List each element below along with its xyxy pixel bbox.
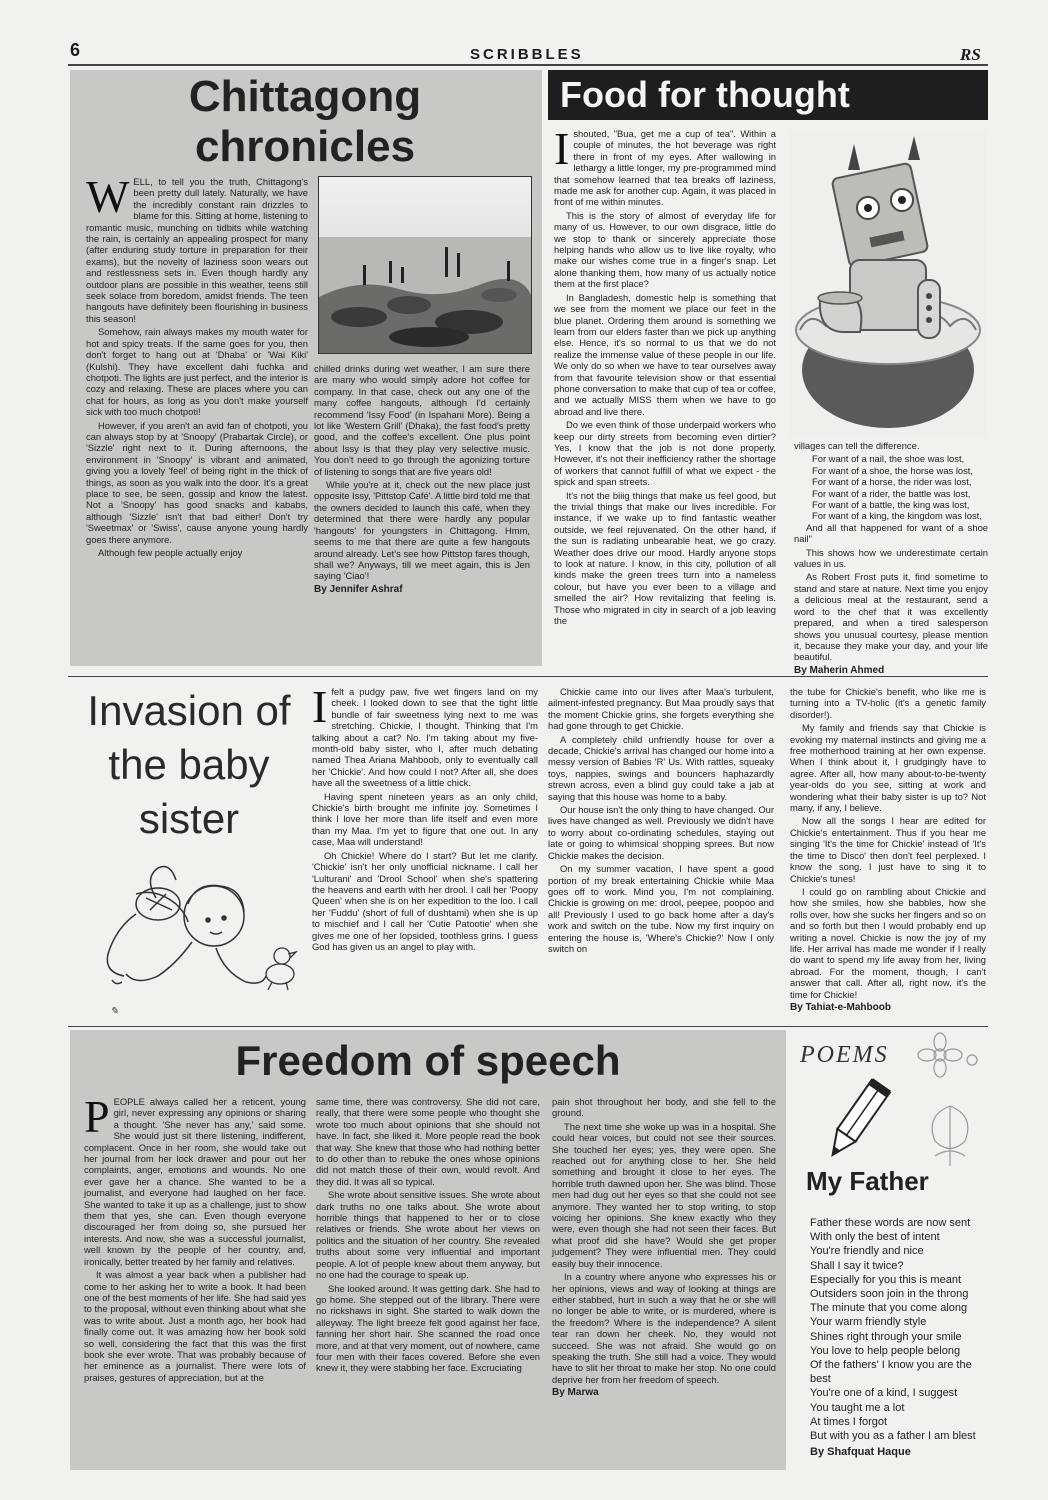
flower-doodle-graphic xyxy=(900,1030,986,1080)
chittagong-col2-p1: chilled drinks during wet weather, I am sure there are many who would simply adore hot coffee for company. In that case, check out any one of the many coffee hangouts, although I'd certainly recommend 'Issy Food' (in Ispahani More). Being a lot like 'Western Grill' (Dhaka), the fast food's pretty good, and the coffee's excellent. One plus point about Issy is that they play very selective music. You don't need to go through the agonizing torture of listening to songs that are five years old! xyxy=(314,363,530,477)
poem-line: The minute that you come along xyxy=(810,1302,968,1315)
seashore-photo xyxy=(318,176,532,354)
invasion-col1-p3: Oh Chickie! Where do I start? But let me clarify. 'Chickie' isn't her only unofficial nickname. I call her 'Lulturani' and 'Drool School' when she's spattering the heavens and earth with her drool. I call her 'Poopy Queen' when she is on her expedition to the loo. I call her 'Fuddu' (short of full of dushtami) when she is up to mischief and I call her 'Cutie Patootie' when she gives me one of her lopsided, toothless grins. I guess God has given us an angel to play with. xyxy=(312,849,538,952)
pencil-icon-graphic xyxy=(810,1078,900,1168)
poem-line: You're one of a kind, I suggest xyxy=(810,1387,958,1400)
robot-teapot-graphic xyxy=(790,130,986,438)
food-verse-line: For want of a rider, the battle was lost, xyxy=(812,487,971,499)
invasion-title-line1: Invasion of xyxy=(87,687,291,734)
invasion-col3-p1: the tube for Chickie's benefit, who like me is turning into a TV-holic (it's a genetic family disorder!). xyxy=(790,686,986,720)
poem-line: Of the fathers' I know you are the xyxy=(810,1359,972,1372)
invasion-col1-p1: felt a pudgy paw, five wet fingers land on my cheek. I looked down to see that the tight little bundle of fair sweetness lying next to me was stretching. Chickie, I thought. Thinking that I'm talking about a cat? No. I'm taking about my five-month-old baby sister, who I, after much debating named Thea Ariana Mahboob, only to eventually call her 'Chickie'. And how could I not? After all, she does have all the sweetness of a little chick. xyxy=(312,686,538,789)
freedom-col1 xyxy=(84,1091,306,1466)
poem-line: You love to help people belong xyxy=(810,1344,961,1357)
chittagong-dropcap: W xyxy=(86,171,130,222)
invasion-col2-p3: Our house isn't the only thing to have changed. Our lives have changed as well. Previously we didn't have to worry about co-ordinating schedules, staying out late or going to whimsical shopping sprees. But now Chickie makes the decision. xyxy=(548,804,774,861)
chittagong-col1-p3: However, if you aren't an avid fan of chotpoti, you can always stop by at 'Snoopy' (Prabartak Circle), or 'Sizzle' right next to it. During afternoons, the environment in 'Snoopy' is vibrant and animated, giving you a lovely 'feel' of being right in the thick of things, as soon as you walk into the door. It's a great place to see, be seen, gossip and know the latest. Not a 'Snoopy' has good snacks and kababs, although 'Sizzle' isn't that bad either! Don't try 'Sweetmax' or 'Swiss', cause anyone young hardly goes there anymore. xyxy=(86,419,308,545)
chittagong-col2-p2: While you're at it, check out the new place just opposite Issy, 'Pittstop Café'. A little bird told me that the owners decided to launch this café, when they determined that there were hardly any popular 'hangouts' for youngsters in Chittagong. Hmm, seems to me that there are quite a few hangouts around already. Let's see how Pittstop fares though, shall we? Anyways, till we meet again, this is Jen saying 'Ciao'! xyxy=(314,479,531,582)
poem-line: Especially for you this is meant xyxy=(810,1273,962,1286)
food-col2-p3: As Robert Frost puts it, find sometime to stand and stare at nature. Next time you enjoy a delicious meal at the restaurant, send a word to the chef that it was excellently prepared, and when a tired salesperson shows you unusual courtesy, please mention it, because they make your day, and your life beautiful. xyxy=(794,571,988,663)
freedom-col2-p1: same time, there was controversy. She did not care, really, that there were some people who thought she wrote too much about opinions that she should not have. In fact, she liked it. More people read the book that way. She knew that those who had nothing better to do other than to rebuke the ones whose opinions did not match those of their own, would revolt. And they did. It was all so typical. xyxy=(316,1096,540,1187)
invasion-col2 xyxy=(548,686,774,1018)
chittagong-col2 xyxy=(314,363,530,663)
poem-line: But with you as a father I am blest xyxy=(810,1430,976,1443)
poem-byline: By Shafquat Haque xyxy=(810,1446,911,1459)
invasion-col1-p2: Having spent nineteen years as an only child, Chickie's birth brought me infinite joy. Sometimes I think I love her more than life itself and even more than my Maa. I'm yet to figure that one out. In any case, Maa will understand! xyxy=(312,790,538,848)
food-verse-line: For want of a horse, the rider was lost, xyxy=(812,476,972,488)
baby-sketch xyxy=(96,864,306,1024)
food-title: Food for thought xyxy=(560,74,850,115)
food-verse-line: For want of a shoe, the horse was lost, xyxy=(812,464,974,476)
invasion-col1 xyxy=(312,681,538,1018)
food-col1-p4: Do we even think of those underpaid workers who keep our dirty streets from becoming even dirtier? Yes, I know that the job is not done properly. However, it's not their inefficiency rather the shortage of workers that cannot fulfill of what we expect - the spick and span streets. xyxy=(554,419,776,488)
food-col1-p5: It's not the biiig things that make us feel good, but the trivial things that make our lives incredible. For instance, if we wake up to find fantastic weather outside, we feel rejuvenated. On the other hand, if the sun is radiating unbearable heat, we go crazy. Weather does drive our mood. Hardly anyone stops to look at nature. I know, in this city, pollution of all kinds make the green trees turn into a nameless colour, but have you ever been to a village and smelled the air? How revitalizing that feeling is. Those who migrated in city in search of a job leaving the xyxy=(554,489,776,627)
poem-title: My Father xyxy=(806,1166,929,1196)
poem-line: You're friendly and nice xyxy=(810,1245,924,1258)
food-verse-line: For want of a battle, the king was lost, xyxy=(812,499,970,511)
food-col2-p2: This shows how we underestimate certain values in us. xyxy=(794,546,988,570)
poem-line: Outsiders soon join in the throng xyxy=(810,1288,969,1301)
freedom-col2 xyxy=(316,1096,540,1466)
food-verse-line: For want of a king, the kingdom was lost, xyxy=(812,510,982,522)
invasion-col3 xyxy=(790,686,986,1022)
food-col1-p3: In Bangladesh, domestic help is something that we see from the moment we place our feet in the blue planet. Ordering them around is something we learn from our elders faster than we pick up anything else. Hence, it's so normal to us that we do not realize the immense value of these people in our life. We only do so when we have to tear ourselves away from that favourite television show or that essential phone conversation to make that cup of tea or coffee, and we actually MISS them when we have to go abroad and live there. xyxy=(554,291,776,417)
poem-line: Your warm friendly style xyxy=(810,1316,927,1329)
robot-teapot-illustration xyxy=(790,130,986,438)
poem-line: Shines right through your smile xyxy=(810,1330,962,1343)
leaf-doodle-graphic xyxy=(915,1096,985,1176)
invasion-col2-p4: On my summer vacation, I have spent a good portion of my break entertaining Chickie while Maa goes off to work. Mind you, I'm not complaining. Chickie is growing on me: drool, peepee, poopoo and all! Previously I used to go back home after a day's work and switch on the tube. Now my first inquiry on entering the house is, 'Where's Chickie?' Now I only switch on xyxy=(548,863,774,954)
chittagong-col1-p1: ELL, to tell you the truth, Chittagong's been pretty dull lately. Naturally, we have the incredibly constant rain drizzles to blame for this. Sitting at home, listening to romantic music, munching on tidbits while watching the rain, is certainly an appealing prospect for many (after enduring study torture in preparation for their exams), but the novelty of laziness soon wears out and restlessness sets in. Even though hardly any outdoor plans are possible in this weather, teens still seek solace from boredom, amidst friends. The teen hangouts have definitely been flourishing in business this season! xyxy=(86,176,308,324)
poems-label: POEMS xyxy=(800,1042,889,1068)
food-byline: By Maherin Ahmed xyxy=(794,664,885,676)
food-col1-p2: This is the story of almost of everyday life for many of us. However, to our own disgrace, little do we stop to thank or sincerely appreciate those helping hands who allow us to live like royalty, who make our wishes come true in a finger's snap. Let alone thanking them, how many of us actually notice them at the first place? xyxy=(554,209,776,290)
section-divider-1 xyxy=(68,676,988,677)
poem-line: Shall I say it twice? xyxy=(810,1259,904,1272)
poem-line: You taught me a lot xyxy=(810,1401,905,1414)
section-divider-2 xyxy=(68,1026,988,1027)
invasion-title-line2: the baby xyxy=(108,741,270,788)
freedom-col3-p1: pain shot throughout her body, and she fell to the ground. xyxy=(552,1096,776,1119)
freedom-col1-p1: EOPLE always called her a reticent, young girl, never expressing any opinions or sharing a thought. 'She never has any,' said some. She would just sit there listening, indifferent, complacent. Once in her room, she would take out her journal from her lock drawer and pour out her complaints, anger, emotions and wounds. No one ever gave her a chance. She wanted to be a journalist, and everyone had laughed on her face. She wanted to take it up as a challenge, just to show them that yes, she can. Even though everyone discouraged her from doing so, she pursued her interests. And now, she was a successful journalist, well known by the people of her country, and, ironically, better treated by her family and relatives. xyxy=(84,1096,306,1267)
food-verse-line: For want of a nail, the shoe was lost, xyxy=(812,453,965,465)
invasion-col3-p2: My family and friends say that Chickie is evoking my maternal instincts and giving me a free motherhood training at her own expense. When I think about it, I grudgingly have to agree. After all, how many about-to-be-twenty year-olds do you see, sitting at work and wondering what their baby sister is up to? Not many, if any, I believe. xyxy=(790,722,986,814)
chittagong-col1-p2: Somehow, rain always makes my mouth water for hot and spicy treats. If the same goes for you, then don't forget to hang out at 'Dhaba' or 'Wai Kiki' (Kulshi). They have excellent dahi fuchka and chotpoti. The lights are just perfect, and the interior is cozy and relaxing. These are places where you can chat for hours, as long as you don't make yourself sick with too much chotpoti! xyxy=(86,326,308,418)
header-rule xyxy=(68,64,988,66)
freedom-col3 xyxy=(552,1096,776,1466)
poem-line: With only the best of intent xyxy=(810,1231,940,1244)
invasion-col3-p3: Now all the songs I hear are edited for Chickie's entertainment. Thus if you hear me singing 'It's the time for Chickie' instead of 'It's the time to Disco' then don't feel perplexed. I know the song. I just have to sing it to Chickie's tunes! xyxy=(790,815,986,884)
freedom-col3-p3: In a country where anyone who expresses his or her opinions, views and way of looking at things are either stabbed, hurt in such a way that he or she will no longer be able to write, or is murdered, where is the freedom? Where is the independence? A silent tear ran down her cheek. No, they would not succeed. She was not afraid. She would go on speaking the truth. She still had a voice. They would have to slit her throat to make her stop. No one could deprive her from her freedom of speech. xyxy=(552,1271,776,1385)
pencil-icon xyxy=(810,1078,900,1168)
invasion-title-line3: sister xyxy=(138,795,240,842)
chittagong-title xyxy=(90,72,520,172)
freedom-col2-p3: She looked around. It was getting dark. She had to go home. She stepped out of the library. There were no rickshaws in sight. She started to walk down the alleyway. The light breeze felt good against her face, fanning her short hair. She scanned the road once more, and at that very moment, out of nowhere, came four men with their faces covered. Before she even knew it, they were stabbing her face. Excruciating xyxy=(316,1282,540,1374)
invasion-col2-p2: A completely child unfriendly house for over a decade, Chickie's arrival has changed our home into a messy version of Babies 'R' Us. With rattles, squeaky toys, nappies, swings and bouncers haphazardly strewn across, even a blind guy could take a jab at saying that this house was home to a baby. xyxy=(548,733,774,802)
freedom-col1-p2: It was almost a year back when a publisher had come to her asking her to write a book. It had been one of the best moments of her life. She had said yes to the proposal, without even thinking about what she was to write about. Just a month ago, her book had finally come out. It was amazing how her book sold so well, considering the fact that this was the first book she ever wrote. That was probably because of her eminence as a journalist. There were lots of praises, gestures of appreciation, but at the xyxy=(84,1269,306,1383)
page-number: 6 xyxy=(70,40,81,60)
poem-line: best xyxy=(810,1373,831,1386)
invasion-dropcap: I xyxy=(312,681,328,732)
chittagong-col1 xyxy=(86,171,308,662)
chittagong-title-line1: Chittagong xyxy=(188,72,422,121)
flower-doodle xyxy=(900,1030,986,1080)
food-col2-p1: And all that happened for want of a shoe nail" xyxy=(794,521,988,545)
food-col2-intro: villages can tell the difference. xyxy=(794,440,920,451)
section-name: SCRIBBLES xyxy=(470,46,584,63)
seashore-photo-graphic xyxy=(319,177,531,353)
food-col1 xyxy=(554,123,776,668)
rs-logo: RS xyxy=(960,45,981,64)
poem-line: Father these words are now sent xyxy=(810,1217,971,1229)
artist-signature: ✎ xyxy=(110,1006,119,1017)
freedom-title: Freedom of speech xyxy=(235,1037,621,1084)
food-col1-p1: shouted, "Bua, get me a cup of tea". Within a couple of minutes, the hot beverage was right there in front of my eyes. After wallowing in lethargy a little longer, my pre-programmed mind that somehow learned that tea breaks off laziness, made me ask for another cup. Again, it was placed in front of me within minutes. xyxy=(554,128,776,208)
freedom-col3-p2: The next time she woke up was in a hospital. She could hear voices, but could not see their sources. She touched her eyes; yes, they were open. She reached out for anything close to her. She held something and brought it close to her eyes. The horrible truth dawned upon her. She was blind. Those men had dug out her eyes so that she could not see anymore. They wanted her to stop writing, to stop voicing her opinions. She knew exactly who they were, even though she had not seen their faces. But what proof did she have? Would she get proper judgement? They were influential men. They could easily buy their innocence. xyxy=(552,1120,776,1269)
freedom-dropcap: P xyxy=(84,1091,110,1142)
invasion-col3-p4: I could go on rambling about Chickie and how she smiles, how she babbles, how she rolls over, how she sucks her fingers and so on and so forth but then I would probably end up writing a novel. Chickie is now the joy of my life. Her arrival has made me wonder if I really do want to spend my life away from her, living abroad. For the moment, though, I can't answer that call. After all, right now, it's the time for Chickie! xyxy=(790,885,986,1000)
freedom-col2-p2: She wrote about sensitive issues. She wrote about dark truths no one talks about. She wrote about horrible things that happened to her or to close relatives or friends. She wrote about her views on politics and the situation of her country. She revealed truths about some very influential and important people. A lot of people knew about them anyway, but no one had the courage to speak up. xyxy=(316,1189,540,1281)
poem-line: At times I forgot xyxy=(810,1415,888,1428)
food-dropcap: I xyxy=(554,123,570,174)
chittagong-byline: By Jennifer Ashraf xyxy=(314,583,403,595)
food-verse xyxy=(794,453,988,521)
invasion-byline: By Tahiat-e-Mahboob xyxy=(790,1001,891,1013)
invasion-col2-p1: Chickie came into our lives after Maa's turbulent, ailment-infested pregnancy. But Maa proudly says that the moment Chickie grins, she forgets everything she had gone through to get Chickie. xyxy=(548,686,774,732)
chittagong-col1-p4: Although few people actually enjoy xyxy=(98,547,243,558)
invasion-title xyxy=(76,684,302,846)
leaf-doodle xyxy=(915,1096,985,1176)
baby-sketch-graphic xyxy=(96,864,306,1024)
chittagong-title-line2: chronicles xyxy=(194,122,416,171)
food-col2 xyxy=(794,440,988,676)
freedom-byline: By Marwa xyxy=(552,1387,599,1399)
poem-body xyxy=(810,1216,988,1459)
